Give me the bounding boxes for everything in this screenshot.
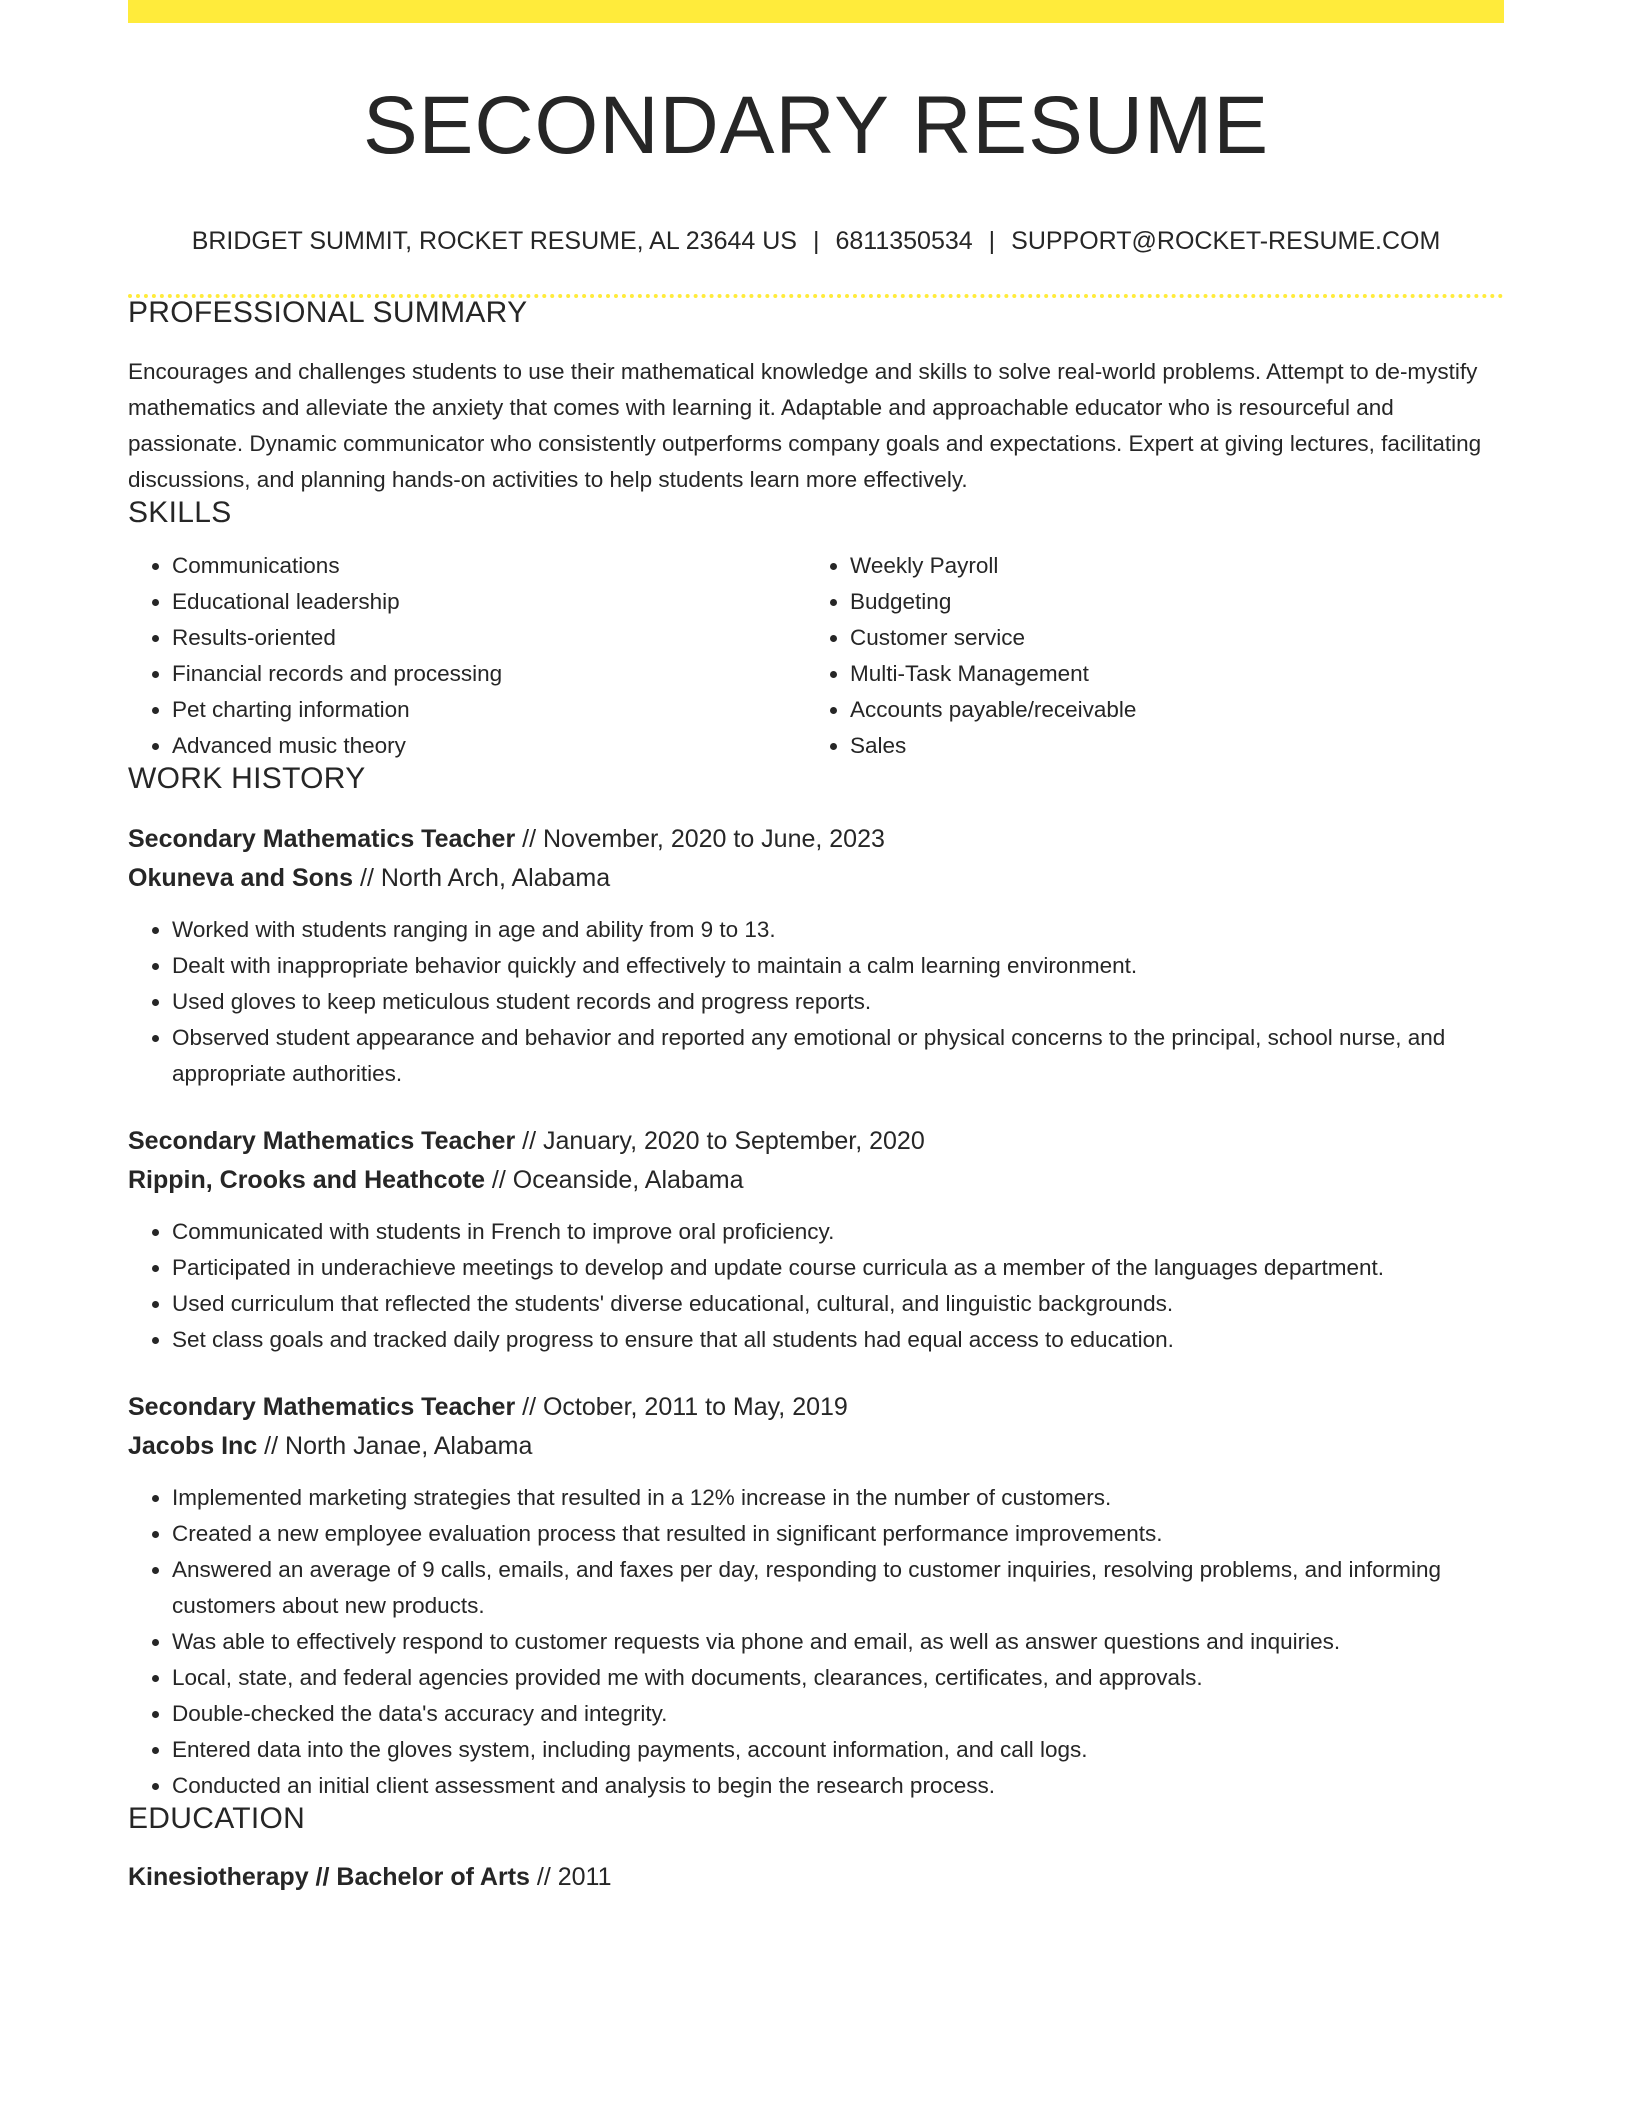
job-bullet: • Worked with students ranging in age and ability from 9 to 13. bbox=[172, 912, 1504, 948]
job-bullet: • Used gloves to keep meticulous student records and progress reports. bbox=[172, 984, 1504, 1020]
job-location: // Oceanside, Alabama bbox=[484, 1166, 744, 1194]
contact-line bbox=[128, 229, 1504, 254]
job-dates: // October, 2011 to May, 2019 bbox=[515, 1393, 848, 1421]
job-bullets bbox=[128, 1214, 1504, 1358]
skill-item: • Pet charting information bbox=[172, 692, 806, 728]
job-company: Rippin, Crooks and Heathcote bbox=[128, 1166, 485, 1194]
job-bullets bbox=[128, 1480, 1504, 1804]
education-entry bbox=[128, 1858, 1504, 1897]
job-bullet: • Set class goals and tracked daily progress to ensure that all students had equal access to education. bbox=[172, 1322, 1504, 1358]
skill-item: • Educational leadership bbox=[172, 584, 806, 620]
job-dates: // November, 2020 to June, 2023 bbox=[515, 825, 885, 853]
job-title: Secondary Mathematics Teacher bbox=[128, 1393, 516, 1421]
skills-column-left bbox=[128, 548, 806, 764]
job-bullet: • Conducted an initial client assessment and analysis to begin the research process. bbox=[172, 1768, 1504, 1804]
contact-email: SUPPORT@ROCKET-RESUME.COM bbox=[1011, 227, 1441, 255]
job-bullet: • Entered data into the gloves system, including payments, account information, and call logs. bbox=[172, 1732, 1504, 1768]
job-bullet: • Observed student appearance and behavior and reported any emotional or physical concerns to the principal, school nurse, and appropriate authorities. bbox=[172, 1020, 1504, 1092]
skill-item: • Accounts payable/receivable bbox=[850, 692, 1484, 728]
job-bullet: • Answered an average of 9 calls, emails, and faxes per day, responding to customer inquiries, resolving problems, and informing customers about new products. bbox=[172, 1552, 1504, 1624]
skill-item: • Results-oriented bbox=[172, 620, 806, 656]
education-heading: EDUCATION bbox=[128, 1802, 306, 1835]
education-year: // 2011 bbox=[529, 1863, 612, 1891]
job-bullets bbox=[128, 912, 1504, 1092]
resume-page bbox=[128, 0, 1504, 1897]
summary-heading: PROFESSIONAL SUMMARY bbox=[128, 296, 528, 329]
job-location: // North Janae, Alabama bbox=[257, 1432, 533, 1460]
job-bullet: • Participated in underachieve meetings to develop and update course curricula as a member of the languages department. bbox=[172, 1250, 1504, 1286]
job-dates: // January, 2020 to September, 2020 bbox=[515, 1127, 925, 1155]
skill-item: • Communications bbox=[172, 548, 806, 584]
skill-item: • Advanced music theory bbox=[172, 728, 806, 764]
job-title-line bbox=[128, 820, 1504, 859]
skill-item: • Sales bbox=[850, 728, 1484, 764]
job-bullet: • Was able to effectively respond to customer requests via phone and email, as well as answer questions and inquiries. bbox=[172, 1624, 1504, 1660]
contact-phone: 6811350534 bbox=[835, 227, 973, 255]
job-company-line bbox=[128, 859, 1504, 898]
summary-text: Encourages and challenges students to use their mathematical knowledge and skills to solve real-world problems. Attempt to de-mystify mathematics and alleviate the anxiety that comes with learning it. Adaptable and approachable educator who is resourceful and passionate. Dynamic communicator who consistently outperforms company goals and expectations. Expert at giving lectures, facilitating discussions, and planning hands-on activities to help students learn more effectively. bbox=[128, 359, 1482, 492]
job-company-line bbox=[128, 1427, 1504, 1466]
job-company: Jacobs Inc bbox=[128, 1432, 258, 1460]
skill-item: • Weekly Payroll bbox=[850, 548, 1484, 584]
job-entry bbox=[128, 820, 1504, 1092]
job-title: Secondary Mathematics Teacher bbox=[128, 825, 516, 853]
job-bullet: • Used curriculum that reflected the students' diverse educational, cultural, and linguistic backgrounds. bbox=[172, 1286, 1504, 1322]
job-bullet: • Created a new employee evaluation process that resulted in significant performance improvements. bbox=[172, 1516, 1504, 1552]
resume-title: SECONDARY RESUME bbox=[362, 80, 1270, 171]
job-entry bbox=[128, 1122, 1504, 1358]
job-company: Okuneva and Sons bbox=[128, 864, 354, 892]
contact-separator: | bbox=[988, 227, 996, 255]
education-degree: Kinesiotherapy // Bachelor of Arts bbox=[128, 1863, 530, 1891]
skills-heading: SKILLS bbox=[128, 496, 232, 529]
skills-column-right bbox=[806, 548, 1484, 764]
job-bullet: • Dealt with inappropriate behavior quickly and effectively to maintain a calm learning environment. bbox=[172, 948, 1504, 984]
job-entry bbox=[128, 1388, 1504, 1804]
job-title-line bbox=[128, 1388, 1504, 1427]
job-title: Secondary Mathematics Teacher bbox=[128, 1127, 516, 1155]
skill-item: • Financial records and processing bbox=[172, 656, 806, 692]
job-title-line bbox=[128, 1122, 1504, 1161]
skill-item: • Customer service bbox=[850, 620, 1484, 656]
skill-item: • Multi-Task Management bbox=[850, 656, 1484, 692]
accent-bar bbox=[128, 0, 1504, 23]
job-company-line bbox=[128, 1161, 1504, 1200]
job-bullet: • Local, state, and federal agencies provided me with documents, clearances, certificates, and approvals. bbox=[172, 1660, 1504, 1696]
skills-list bbox=[128, 548, 1504, 764]
job-bullet: • Communicated with students in French to improve oral proficiency. bbox=[172, 1214, 1504, 1250]
job-bullet: • Double-checked the data's accuracy and integrity. bbox=[172, 1696, 1504, 1732]
contact-separator: | bbox=[812, 227, 820, 255]
contact-address: BRIDGET SUMMIT, ROCKET RESUME, AL 23644 US bbox=[191, 227, 797, 255]
work-history-heading: WORK HISTORY bbox=[128, 762, 366, 795]
job-location: // North Arch, Alabama bbox=[353, 864, 611, 892]
skill-item: • Budgeting bbox=[850, 584, 1484, 620]
job-bullet: • Implemented marketing strategies that resulted in a 12% increase in the number of customers. bbox=[172, 1480, 1504, 1516]
